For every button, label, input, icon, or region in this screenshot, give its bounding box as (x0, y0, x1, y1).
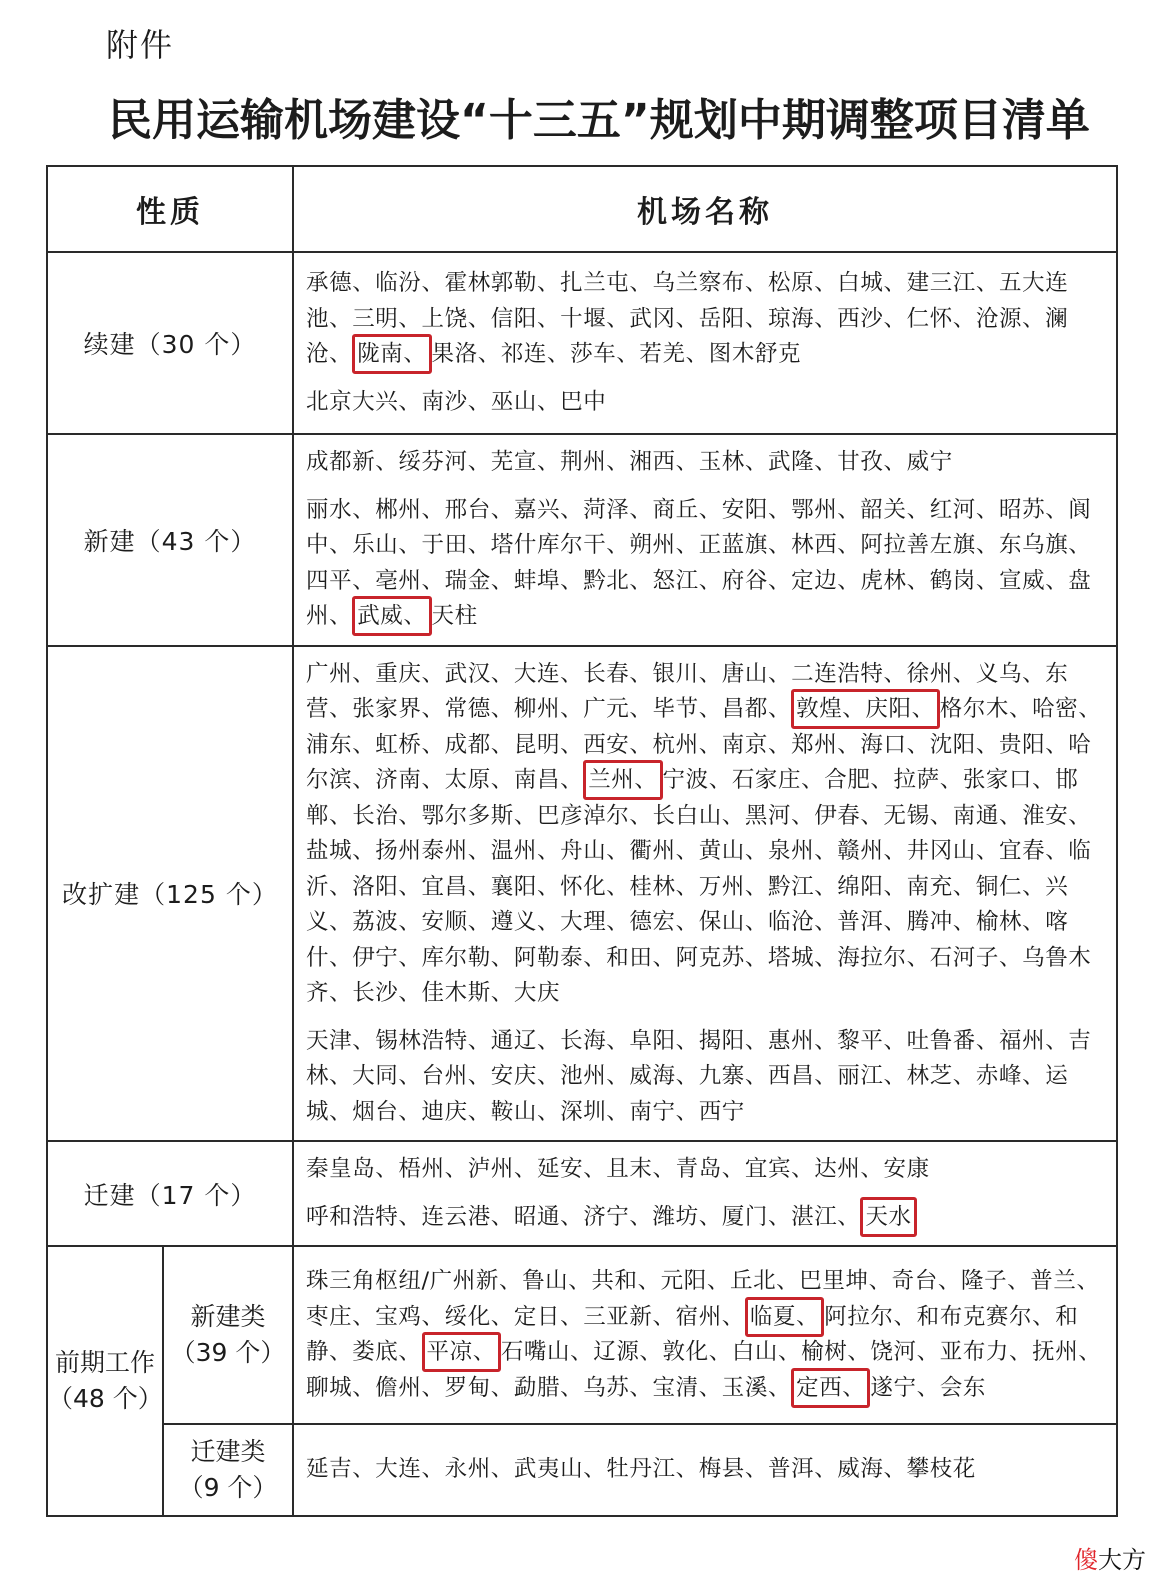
highlight-box: 武威、 (352, 596, 431, 636)
document-title: 民用运输机场建设“十三五”规划中期调整项目清单 (108, 95, 1090, 146)
highlight-box: 兰州、 (583, 760, 662, 800)
text-segment: 珠三角枢纽/广州新、鲁山、共和、元阳、丘北、巴里坤、奇台、隆子、普兰、枣庄、宝鸡、绥化、定日、三亚新、宿州、 (306, 1268, 1100, 1330)
category-relocate: 迁建（17 个） (47, 1141, 293, 1246)
names-prelim-relocate (293, 1424, 1117, 1516)
subcategory-new-type (163, 1246, 293, 1424)
table-row (47, 252, 1117, 434)
attachment-label: 附件 (106, 26, 175, 64)
names-expand (293, 646, 1117, 1142)
names-paragraph (306, 266, 1106, 373)
names-paragraph: 北京大兴、南沙、巫山、巴中 (306, 388, 607, 415)
highlight-box: 敦煌、庆阳、 (791, 689, 940, 729)
text-segment: 广州、重庆、武汉、大连、长春、银川、唐山、二连浩特、徐州、义乌、东营、张家界、常德、柳州、广元、毕节、昌都、 (306, 660, 1069, 722)
header-airport-names: 机场名称 (293, 166, 1117, 252)
highlight-box: 陇南、 (352, 334, 431, 374)
category-continue: 续建（30 个） (47, 252, 293, 434)
text-segment: 格尔木、哈密、浦东、虹桥、成都、昆明、西安、杭州、南京、郑州、海口、沈阳、贵阳、哈尔滨、济南、太原、南昌、 (306, 696, 1102, 793)
names-paragraph (306, 1200, 1106, 1236)
highlight-box: 天水 (860, 1197, 916, 1237)
text-segment: 阿拉尔、和布克赛尔、和静、娄底、 (306, 1303, 1079, 1365)
subcategory-relocate-type (163, 1424, 293, 1516)
text-segment: 石嘴山、辽源、敦化、白山、榆树、饶河、亚布力、抚州、聊城、儋州、罗甸、勐腊、乌苏、宝清、玉溪、 (306, 1339, 1102, 1401)
names-prelim-new (293, 1246, 1117, 1424)
category-expand: 改扩建（125 个） (47, 646, 293, 1142)
names-paragraph (306, 657, 1106, 1012)
header-nature: 性质 (47, 166, 293, 252)
watermark-red-char: 傻 (1074, 1546, 1098, 1574)
subcategory-count: （9 个） (178, 1473, 278, 1502)
names-paragraph: 延吉、大连、永州、武夷山、牡丹江、梅县、普洱、威海、攀枝花 (306, 1456, 976, 1483)
watermark-logo (1074, 1540, 1146, 1575)
highlight-box: 平凉、 (422, 1332, 501, 1372)
category-label: 前期工作 (54, 1348, 155, 1377)
names-paragraph: 成都新、绥芬河、芜宣、荆州、湘西、玉林、武隆、甘孜、威宁 (306, 449, 953, 475)
names-paragraph (306, 493, 1106, 635)
text-segment: 呼和浩特、连云港、昭通、济宁、潍坊、厦门、湛江、 (306, 1203, 861, 1230)
names-paragraph: 秦皇岛、梧州、泸州、延安、且末、青岛、宜宾、达州、安康 (306, 1156, 930, 1182)
subcategory-label: 迁建类 (190, 1437, 266, 1466)
category-new: 新建（43 个） (47, 434, 293, 646)
project-list-table (46, 165, 1118, 1517)
text-segment: 遂宁、会东 (870, 1374, 986, 1401)
text-segment: 果洛、祁连、莎车、若羌、图木舒克 (431, 341, 802, 367)
names-new (293, 434, 1117, 646)
table-row (47, 646, 1117, 1142)
category-prelim (47, 1246, 163, 1516)
names-relocate (293, 1141, 1117, 1246)
names-continue (293, 252, 1117, 434)
names-paragraph (306, 1264, 1106, 1406)
subcategory-count: （39 个） (170, 1338, 286, 1367)
text-segment: 丽水、郴州、邢台、嘉兴、菏泽、商丘、安阳、鄂州、韶关、红河、昭苏、阆中、乐山、于田、塔什库尔干、朔州、正蓝旗、林西、阿拉善左旗、东乌旗、四平、亳州、瑞金、蚌埠、黔北、怒江、府谷、定边、虎林、鹤岗、宣威、盘州、 (306, 496, 1092, 629)
table-row (47, 1141, 1117, 1246)
table-header-row (47, 166, 1117, 252)
highlight-box: 定西、 (791, 1368, 870, 1408)
text-segment: 天柱 (431, 603, 478, 629)
watermark-text: 大方 (1098, 1546, 1146, 1574)
table-row (47, 1246, 1117, 1424)
category-count: （48 个） (48, 1384, 163, 1413)
subcategory-label: 新建类 (190, 1302, 266, 1331)
table-row (47, 1424, 1117, 1516)
names-paragraph: 天津、锡林浩特、通辽、长海、阜阳、揭阳、惠州、黎平、吐鲁番、福州、吉林、大同、台州、安庆、池州、威海、九寨、西昌、丽江、林芝、赤峰、运城、烟台、迪庆、鞍山、深圳、南宁、西宁 (306, 1027, 1092, 1125)
text-segment: 宁波、石家庄、合肥、拉萨、张家口、邯郸、长治、鄂尔多斯、巴彦淖尔、长白山、黑河、伊春、无锡、南通、淮安、盐城、扬州泰州、温州、舟山、衢州、黄山、泉州、赣州、井冈山、宜春、临沂、洛阳、宜昌、襄阳、怀化、桂林、万州、黔江、绵阳、南充、铜仁、兴义、荔波、安顺、遵义、大理、德宏、保山、临沧、普洱、腾冲、榆林、喀什、伊宁、库尔勒、阿勒泰、和田、阿克苏、塔城、海拉尔、石河子、乌鲁木齐、长沙、佳木斯、大庆 (306, 767, 1092, 1006)
highlight-box: 临夏、 (745, 1297, 824, 1337)
text-segment: 承德、临汾、霍林郭勒、扎兰屯、乌兰察布、松原、白城、建三江、五大连池、三明、上饶、信阳、十堰、武冈、岳阳、琼海、西沙、仁怀、沧源、澜沧、 (306, 270, 1069, 367)
table-row (47, 434, 1117, 646)
